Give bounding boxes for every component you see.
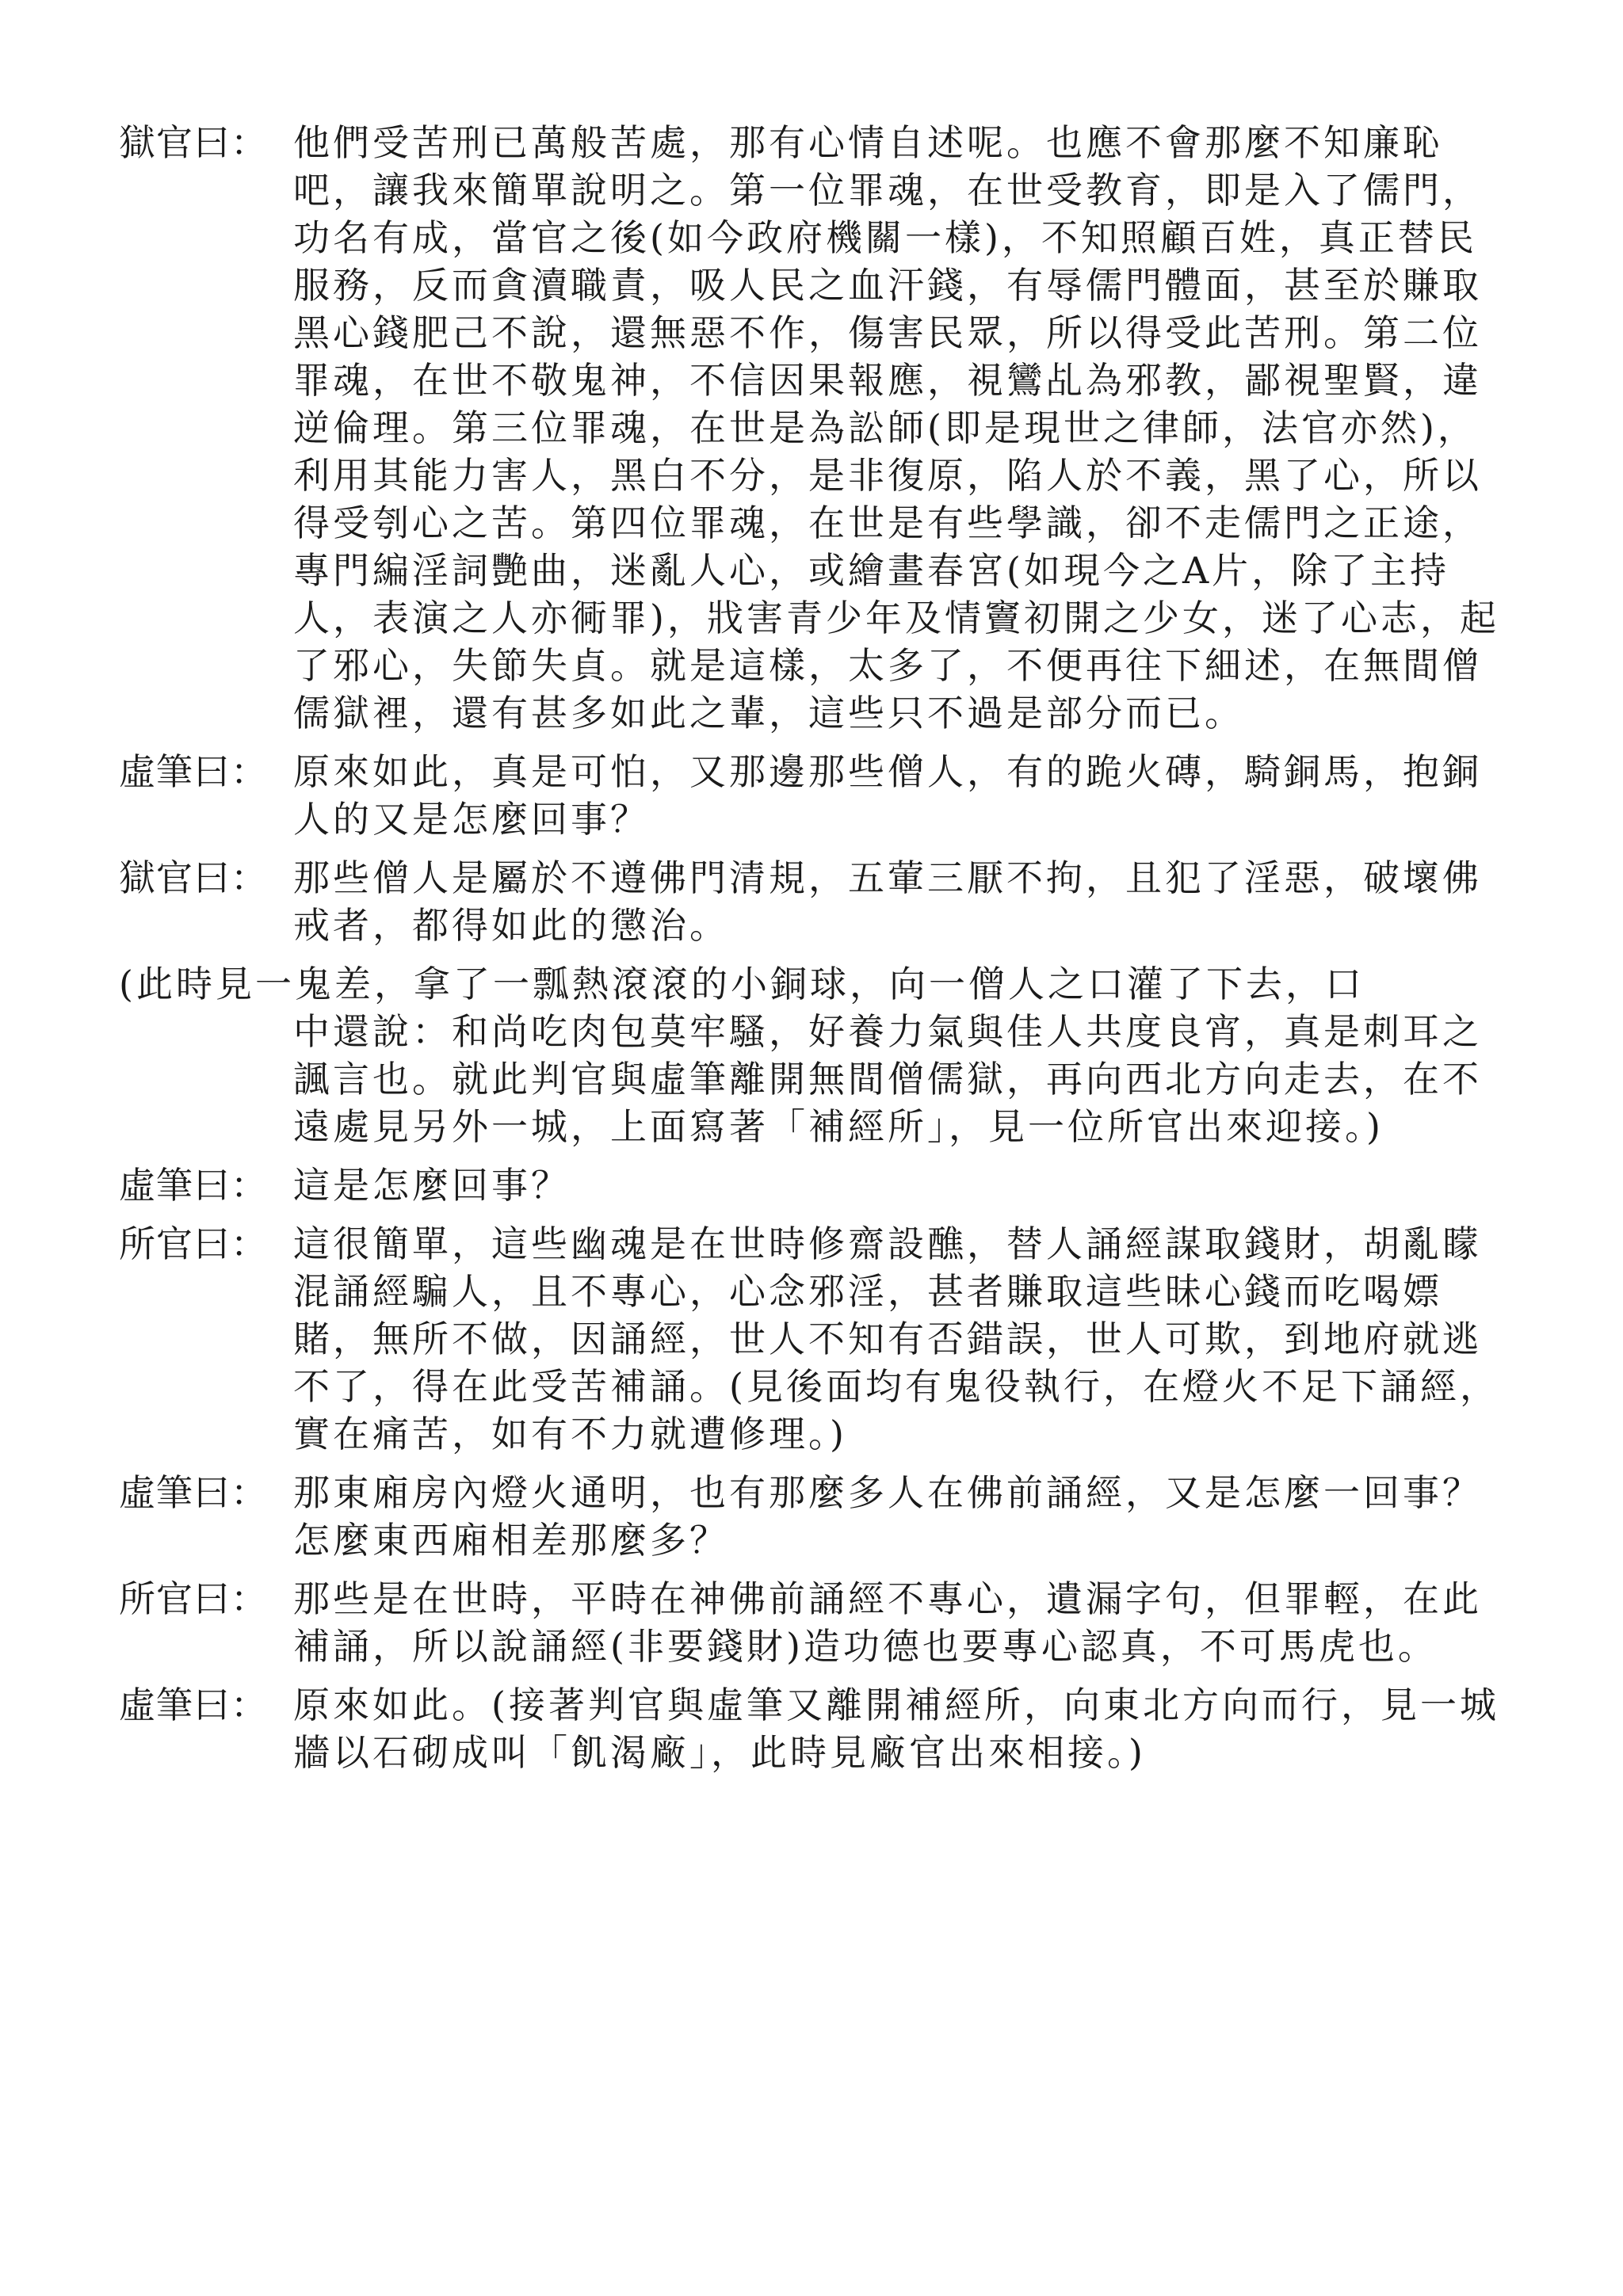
dialogue-text: 原來如此，真是可怕，又那邊那些僧人，有的跪火磚，騎銅馬，抱銅人的又是怎麼回事？ bbox=[293, 750, 1482, 841]
narration-first-line: (此時見一鬼差，拿了一瓢熱滾滾的小銅球，向一僧人之口灌了下去，口 bbox=[119, 963, 1365, 1005]
dialogue-entry bbox=[119, 1681, 1514, 1776]
narration-continuation: 中還說：和尚吃肉包莫牢騷，好養力氣與佳人共度良宵，真是刺耳之諷言也。就此判官與虛筆離開無間僧儒獄，再向西北方向走去，在不遠處見另外一城，上面寫著「補經所」，見一位所官出來迎接。) bbox=[293, 1010, 1482, 1148]
dialogue-text: 這很簡單，這些幽魂是在世時修齋設醮，替人誦經謀取錢財，胡亂矇混誦經騙人，且不專心，心念邪淫，甚者賺取這些昧心錢而吃喝嫖賭，無所不做，因誦經，世人不知有否錯誤，世人可欺，到地府就逃不了，得在此受苦補誦。(見後面均有鬼役執行，在燈火不足下誦經，實在痛苦，如有不力就遭修理。) bbox=[293, 1222, 1499, 1455]
document-page bbox=[119, 119, 1514, 1787]
dialogue-entry bbox=[119, 748, 1514, 843]
speaker-label: 所官曰： bbox=[119, 1222, 268, 1265]
dialogue-entry bbox=[119, 1161, 1514, 1209]
dialogue-entry bbox=[119, 1575, 1514, 1670]
dialogue-entry bbox=[119, 119, 1514, 737]
dialogue-text: 那東廂房內燈火通明，也有那麼多人在佛前誦經，又是怎麼一回事？怎麼東西廂相差那麼多？ bbox=[293, 1471, 1482, 1562]
dialogue-entry bbox=[119, 854, 1514, 949]
speaker-label: 獄官曰： bbox=[119, 121, 268, 164]
speaker-label: 虛筆曰： bbox=[119, 750, 268, 793]
speaker-label: 虛筆曰： bbox=[119, 1164, 268, 1207]
dialogue-text: 那些是在世時，平時在神佛前誦經不專心，遺漏字句，但罪輕，在此補誦，所以說誦經(非要錢財)造功德也要專心認真，不可馬虎也。 bbox=[293, 1577, 1482, 1668]
narration-paragraph bbox=[119, 960, 1514, 1150]
dialogue-text: 那些僧人是屬於不遵佛門清規，五葷三厭不拘，且犯了淫惡，破壞佛戒者，都得如此的懲治。 bbox=[293, 856, 1482, 947]
speaker-label: 所官曰： bbox=[119, 1577, 268, 1620]
dialogue-entry bbox=[119, 1469, 1514, 1564]
speaker-label: 獄官曰： bbox=[119, 856, 268, 899]
speaker-label: 虛筆曰： bbox=[119, 1471, 268, 1514]
dialogue-entry bbox=[119, 1220, 1514, 1458]
dialogue-text: 他們受苦刑已萬般苦處，那有心情自述呢。也應不會那麼不知廉恥吧，讓我來簡單說明之。第一位罪魂，在世受教育，即是入了儒門，功名有成，當官之後(如今政府機關一樣)，不知照顧百姓，真正替民服務，反而貪瀆職責，吸人民之血汗錢，有辱儒門體面，甚至於賺取黑心錢肥己不說，還無惡不作，傷害民眾，所以得受此苦刑。第二位罪魂，在世不敬鬼神，不信因果報應，視鸞乩為邪教，鄙視聖賢，違逆倫理。第三位罪魂，在世是為訟師(即是現世之律師，法官亦然)，利用其能力害人，黑白不分，是非復原，陷人於不義，黑了心，所以得受刳心之苦。第四位罪魂，在世是有些學識，卻不走儒門之正途，專門編淫詞艷曲，迷亂人心，或繪畫春宮(如現今之A片，除了主持人，表演之人亦衕罪)，戕害青少年及情竇初開之少女，迷了心志，起了邪心，失節失貞。就是這樣，太多了，不便再往下細述，在無間僧儒獄裡，還有甚多如此之輩，這些只不過是部分而已。 bbox=[293, 121, 1499, 734]
speaker-label: 虛筆曰： bbox=[119, 1684, 268, 1726]
dialogue-text: 這是怎麼回事？ bbox=[293, 1164, 571, 1207]
dialogue-text: 原來如此。(接著判官與虛筆又離開補經所，向東北方向而行，見一城牆以石砌成叫「飢渴廠」，此時見廠官出來相接。) bbox=[293, 1684, 1499, 1774]
